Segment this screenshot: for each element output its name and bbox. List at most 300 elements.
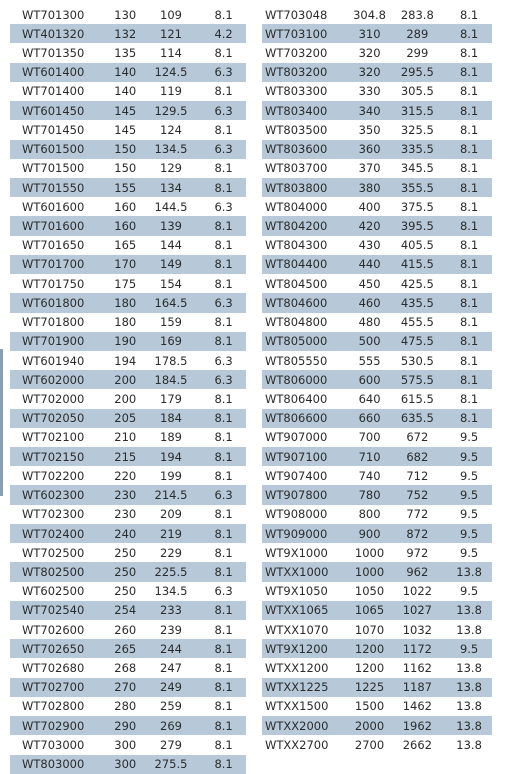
- value-a-cell: 500: [358, 334, 381, 349]
- part-number-cell: WT803700: [265, 161, 328, 176]
- table-row: [10, 582, 246, 601]
- part-number-cell: WT804300: [265, 238, 328, 253]
- value-c-cell: 8.1: [214, 411, 233, 426]
- value-c-cell: 4.2: [214, 26, 233, 41]
- part-number-cell: WT803000: [22, 757, 85, 772]
- table-row: [262, 82, 492, 101]
- value-c-cell: 6.3: [214, 65, 233, 80]
- value-a-cell: 135: [114, 46, 137, 61]
- value-c-cell: 8.1: [214, 219, 233, 234]
- value-c-cell: 8.1: [459, 411, 479, 426]
- value-b-cell: 134.5: [154, 584, 188, 599]
- value-a-cell: 254: [114, 603, 137, 618]
- part-number-cell: WT803300: [265, 84, 328, 99]
- value-c-cell: 9.5: [459, 526, 479, 541]
- table-row: [262, 505, 492, 524]
- value-c-cell: 9.5: [459, 641, 479, 656]
- value-b-cell: 144.5: [154, 199, 188, 214]
- value-b-cell: 1462: [402, 699, 432, 714]
- table-row: [262, 485, 492, 504]
- value-b-cell: 164.5: [154, 295, 188, 310]
- value-a-cell: 250: [114, 564, 137, 579]
- table-row: [10, 140, 246, 159]
- value-a-cell: 304.8: [353, 7, 386, 22]
- value-c-cell: 8.1: [459, 295, 479, 310]
- table-row: [262, 120, 492, 139]
- value-b-cell: 269: [160, 718, 182, 733]
- value-c-cell: 8.1: [459, 180, 479, 195]
- value-a-cell: 640: [358, 391, 381, 406]
- value-c-cell: 8.1: [214, 7, 233, 22]
- part-number-cell: WT907100: [265, 449, 328, 464]
- value-a-cell: 440: [358, 257, 381, 272]
- table-row: [10, 678, 246, 697]
- table-row: [10, 389, 246, 408]
- part-number-cell: WT602000: [22, 372, 85, 387]
- table-row: [10, 755, 246, 774]
- part-number-cell: WT702680: [22, 661, 85, 676]
- table-row: [262, 236, 492, 255]
- value-c-cell: 8.1: [214, 276, 233, 291]
- part-number-cell: WT701400: [22, 84, 85, 99]
- part-number-cell: WT804000: [265, 199, 328, 214]
- part-number-cell: WT701900: [22, 334, 85, 349]
- value-a-cell: 165: [114, 238, 137, 253]
- value-a-cell: 200: [114, 391, 137, 406]
- part-number-cell: WTXX1500: [265, 699, 329, 714]
- value-a-cell: 1225: [354, 680, 385, 695]
- table-row: [10, 639, 246, 658]
- table-row: [262, 409, 492, 428]
- value-a-cell: 420: [358, 219, 381, 234]
- part-number-cell: WT702000: [22, 391, 85, 406]
- value-a-cell: 660: [358, 411, 381, 426]
- table-row: [10, 428, 246, 447]
- value-c-cell: 8.1: [459, 315, 479, 330]
- value-b-cell: 124: [160, 122, 182, 137]
- value-a-cell: 700: [358, 430, 381, 445]
- table-row: [10, 216, 246, 235]
- value-a-cell: 380: [358, 180, 381, 195]
- value-c-cell: 8.1: [214, 507, 233, 522]
- part-number-cell: WT702300: [22, 507, 85, 522]
- part-number-cell: WT701550: [22, 180, 85, 195]
- table-row: [10, 716, 246, 735]
- value-b-cell: 415.5: [400, 257, 434, 272]
- table-row: [262, 524, 492, 543]
- part-number-cell: WTXX2700: [265, 737, 329, 752]
- value-b-cell: 129.5: [154, 103, 188, 118]
- table-row: [10, 370, 246, 389]
- table-row: [262, 620, 492, 639]
- value-a-cell: 1050: [354, 584, 385, 599]
- table-row: [10, 697, 246, 716]
- part-number-cell: WT701650: [22, 238, 85, 253]
- value-a-cell: 300: [114, 757, 137, 772]
- value-b-cell: 279: [160, 737, 182, 752]
- table-row: [10, 313, 246, 332]
- value-c-cell: 13.8: [456, 680, 482, 695]
- value-b-cell: 114: [160, 46, 182, 61]
- value-a-cell: 140: [114, 65, 137, 80]
- table-row: [262, 428, 492, 447]
- value-c-cell: 6.3: [214, 372, 233, 387]
- part-number-cell: WT401320: [22, 26, 85, 41]
- value-c-cell: 8.1: [459, 334, 479, 349]
- value-a-cell: 260: [114, 622, 137, 637]
- value-a-cell: 132: [114, 26, 137, 41]
- table-row: [262, 197, 492, 216]
- value-a-cell: 190: [114, 334, 137, 349]
- value-c-cell: 9.5: [459, 449, 479, 464]
- value-b-cell: 159: [160, 315, 182, 330]
- value-a-cell: 180: [114, 315, 137, 330]
- part-number-cell: WT907000: [265, 430, 328, 445]
- table-row: [262, 735, 492, 754]
- table-row: [10, 293, 246, 312]
- value-c-cell: 8.1: [459, 46, 479, 61]
- value-b-cell: 1962: [402, 718, 432, 733]
- table-row: [262, 658, 492, 677]
- value-b-cell: 635.5: [400, 411, 434, 426]
- value-b-cell: 315.5: [400, 103, 434, 118]
- value-c-cell: 8.1: [214, 46, 233, 61]
- part-number-cell: WT601600: [22, 199, 85, 214]
- value-a-cell: 800: [358, 507, 381, 522]
- value-b-cell: 325.5: [400, 122, 434, 137]
- value-a-cell: 300: [114, 737, 137, 752]
- table-row: [10, 63, 246, 82]
- value-b-cell: 233: [160, 603, 182, 618]
- value-a-cell: 310: [358, 26, 381, 41]
- value-b-cell: 239: [160, 622, 182, 637]
- value-b-cell: 1162: [402, 661, 432, 676]
- part-number-cell: WTXX1070: [265, 622, 329, 637]
- value-a-cell: 740: [358, 468, 381, 483]
- value-b-cell: 219: [160, 526, 182, 541]
- value-b-cell: 395.5: [400, 219, 434, 234]
- table-row: [262, 447, 492, 466]
- table-row: [262, 5, 492, 24]
- part-number-cell: WT701500: [22, 161, 85, 176]
- table-row: [262, 63, 492, 82]
- value-a-cell: 600: [358, 372, 381, 387]
- value-c-cell: 8.1: [214, 468, 233, 483]
- part-number-cell: WT805550: [265, 353, 328, 368]
- value-c-cell: 13.8: [456, 718, 482, 733]
- value-b-cell: 129: [160, 161, 182, 176]
- value-c-cell: 6.3: [214, 199, 233, 214]
- table-row: [262, 178, 492, 197]
- table-row: [262, 639, 492, 658]
- value-c-cell: 8.1: [214, 699, 233, 714]
- value-a-cell: 155: [114, 180, 137, 195]
- value-c-cell: 8.1: [459, 257, 479, 272]
- table-row: [262, 332, 492, 351]
- value-a-cell: 215: [114, 449, 137, 464]
- value-a-cell: 205: [114, 411, 137, 426]
- value-a-cell: 1070: [354, 622, 385, 637]
- value-a-cell: 265: [114, 641, 137, 656]
- value-c-cell: 8.1: [214, 334, 233, 349]
- table-row: [10, 43, 246, 62]
- part-number-cell: WT806000: [265, 372, 328, 387]
- value-c-cell: 8.1: [459, 103, 479, 118]
- value-a-cell: 250: [114, 584, 137, 599]
- value-c-cell: 13.8: [456, 622, 482, 637]
- part-number-cell: WTXX1065: [265, 603, 329, 618]
- part-number-cell: WT702100: [22, 430, 85, 445]
- table-row: [10, 524, 246, 543]
- table-row: [262, 351, 492, 370]
- value-c-cell: 8.1: [214, 757, 233, 772]
- part-number-cell: WT805000: [265, 334, 328, 349]
- value-b-cell: 335.5: [400, 142, 434, 157]
- value-c-cell: 8.1: [459, 84, 479, 99]
- table-row: [10, 562, 246, 581]
- value-b-cell: 1022: [402, 584, 432, 599]
- table-row: [262, 313, 492, 332]
- part-number-cell: WT907800: [265, 488, 328, 503]
- value-a-cell: 170: [114, 257, 137, 272]
- part-number-cell: WT806400: [265, 391, 328, 406]
- value-b-cell: 530.5: [400, 353, 434, 368]
- value-c-cell: 8.1: [214, 545, 233, 560]
- value-c-cell: 9.5: [459, 584, 479, 599]
- value-c-cell: 8.1: [459, 353, 479, 368]
- value-c-cell: 6.3: [214, 584, 233, 599]
- value-c-cell: 6.3: [214, 103, 233, 118]
- table-row: [10, 485, 246, 504]
- right-parts-table: [262, 5, 492, 755]
- value-c-cell: 13.8: [456, 603, 482, 618]
- value-b-cell: 194: [160, 449, 182, 464]
- part-number-cell: WT601800: [22, 295, 85, 310]
- value-a-cell: 900: [358, 526, 381, 541]
- value-c-cell: 8.1: [214, 161, 233, 176]
- table-row: [10, 274, 246, 293]
- value-b-cell: 289: [406, 26, 429, 41]
- value-c-cell: 8.1: [214, 180, 233, 195]
- value-a-cell: 280: [114, 699, 137, 714]
- part-number-cell: WT804400: [265, 257, 328, 272]
- value-a-cell: 370: [358, 161, 381, 176]
- table-row: [262, 43, 492, 62]
- value-a-cell: 1065: [354, 603, 385, 618]
- value-a-cell: 350: [358, 122, 381, 137]
- value-c-cell: 6.3: [214, 353, 233, 368]
- value-a-cell: 1000: [354, 545, 385, 560]
- part-number-cell: WT701450: [22, 122, 85, 137]
- value-a-cell: 268: [114, 661, 137, 676]
- value-b-cell: 119: [160, 84, 182, 99]
- value-b-cell: 214.5: [154, 488, 188, 503]
- part-number-cell: WTXX2000: [265, 718, 329, 733]
- value-c-cell: 8.1: [459, 372, 479, 387]
- value-a-cell: 270: [114, 680, 137, 695]
- value-c-cell: 8.1: [214, 680, 233, 695]
- part-number-cell: WT802500: [22, 564, 85, 579]
- value-a-cell: 180: [114, 295, 137, 310]
- table-row: [10, 735, 246, 754]
- value-c-cell: 8.1: [214, 564, 233, 579]
- value-b-cell: 772: [406, 507, 429, 522]
- part-number-cell: WT602300: [22, 488, 85, 503]
- value-c-cell: 8.1: [214, 526, 233, 541]
- value-b-cell: 712: [406, 468, 429, 483]
- value-a-cell: 150: [114, 161, 137, 176]
- part-number-cell: WT702540: [22, 603, 85, 618]
- part-number-cell: WTXX1225: [265, 680, 329, 695]
- table-row: [262, 101, 492, 120]
- table-row: [262, 274, 492, 293]
- value-b-cell: 1032: [402, 622, 432, 637]
- part-number-cell: WT701350: [22, 46, 85, 61]
- table-row: [10, 505, 246, 524]
- value-a-cell: 400: [358, 199, 381, 214]
- part-number-cell: WT703000: [22, 737, 85, 752]
- value-a-cell: 150: [114, 142, 137, 157]
- table-row: [262, 601, 492, 620]
- part-number-cell: WTXX1000: [265, 564, 329, 579]
- value-a-cell: 290: [114, 718, 137, 733]
- value-c-cell: 8.1: [459, 199, 479, 214]
- value-b-cell: 872: [406, 526, 429, 541]
- part-number-cell: WT702650: [22, 641, 85, 656]
- table-row: [10, 332, 246, 351]
- value-a-cell: 250: [114, 545, 137, 560]
- value-c-cell: 8.1: [214, 315, 233, 330]
- value-b-cell: 154: [160, 276, 182, 291]
- part-number-cell: WT601500: [22, 142, 85, 157]
- value-b-cell: 199: [160, 468, 182, 483]
- value-b-cell: 178.5: [154, 353, 188, 368]
- value-a-cell: 194: [114, 353, 137, 368]
- part-number-cell: WT701700: [22, 257, 85, 272]
- value-a-cell: 220: [114, 468, 137, 483]
- value-b-cell: 144: [160, 238, 182, 253]
- part-number-cell: WT701750: [22, 276, 85, 291]
- table-row: [10, 236, 246, 255]
- value-a-cell: 175: [114, 276, 137, 291]
- value-b-cell: 2662: [402, 737, 432, 752]
- value-c-cell: 8.1: [214, 430, 233, 445]
- value-a-cell: 340: [358, 103, 381, 118]
- value-b-cell: 247: [160, 661, 182, 676]
- value-a-cell: 330: [358, 84, 381, 99]
- value-c-cell: 8.1: [214, 391, 233, 406]
- table-row: [262, 293, 492, 312]
- value-a-cell: 1000: [354, 564, 385, 579]
- value-b-cell: 149: [160, 257, 182, 272]
- value-a-cell: 145: [114, 103, 137, 118]
- value-a-cell: 230: [114, 507, 137, 522]
- value-b-cell: 672: [406, 430, 429, 445]
- value-a-cell: 160: [114, 199, 137, 214]
- value-b-cell: 139: [160, 219, 182, 234]
- value-c-cell: 8.1: [459, 238, 479, 253]
- part-number-cell: WT804200: [265, 219, 328, 234]
- table-row: [262, 466, 492, 485]
- value-c-cell: 8.1: [459, 219, 479, 234]
- part-number-cell: WT702050: [22, 411, 85, 426]
- value-b-cell: 189: [160, 430, 182, 445]
- part-number-cell: WTXX1200: [265, 661, 329, 676]
- value-c-cell: 8.1: [459, 391, 479, 406]
- value-c-cell: 8.1: [214, 622, 233, 637]
- part-number-cell: WT601400: [22, 65, 85, 80]
- part-number-cell: WT9X1050: [265, 584, 328, 599]
- side-marker: [0, 349, 3, 496]
- part-number-cell: WT803800: [265, 180, 328, 195]
- value-c-cell: 6.3: [214, 142, 233, 157]
- value-b-cell: 425.5: [400, 276, 434, 291]
- value-c-cell: 8.1: [214, 257, 233, 272]
- part-number-cell: WT701800: [22, 315, 85, 330]
- table-row: [262, 716, 492, 735]
- value-a-cell: 1500: [354, 699, 385, 714]
- value-c-cell: 9.5: [459, 545, 479, 560]
- value-b-cell: 121: [160, 26, 182, 41]
- value-a-cell: 140: [114, 84, 137, 99]
- value-b-cell: 345.5: [400, 161, 434, 176]
- part-number-cell: WT702600: [22, 622, 85, 637]
- value-c-cell: 8.1: [214, 122, 233, 137]
- value-b-cell: 134.5: [154, 142, 188, 157]
- value-c-cell: 9.5: [459, 430, 479, 445]
- value-c-cell: 8.1: [214, 661, 233, 676]
- value-b-cell: 169: [160, 334, 182, 349]
- table-row: [10, 601, 246, 620]
- value-b-cell: 244: [160, 641, 182, 656]
- value-c-cell: 6.3: [214, 488, 233, 503]
- value-b-cell: 225.5: [154, 564, 188, 579]
- value-b-cell: 179: [160, 391, 182, 406]
- value-b-cell: 405.5: [400, 238, 434, 253]
- value-a-cell: 710: [358, 449, 381, 464]
- value-a-cell: 430: [358, 238, 381, 253]
- value-c-cell: 8.1: [459, 122, 479, 137]
- part-number-cell: WT803600: [265, 142, 328, 157]
- table-row: [10, 197, 246, 216]
- value-b-cell: 615.5: [400, 391, 434, 406]
- part-number-cell: WT9X1200: [265, 641, 328, 656]
- value-b-cell: 375.5: [400, 199, 434, 214]
- value-b-cell: 184: [160, 411, 182, 426]
- table-row: [262, 24, 492, 43]
- value-c-cell: 8.1: [214, 238, 233, 253]
- table-row: [10, 5, 246, 24]
- value-b-cell: 249: [160, 680, 182, 695]
- table-row: [262, 159, 492, 178]
- value-b-cell: 455.5: [400, 315, 434, 330]
- value-b-cell: 305.5: [400, 84, 434, 99]
- value-a-cell: 780: [358, 488, 381, 503]
- value-b-cell: 575.5: [400, 372, 434, 387]
- part-number-cell: WT803400: [265, 103, 328, 118]
- table-row: [10, 178, 246, 197]
- left-parts-table: [10, 5, 246, 774]
- value-c-cell: 8.1: [214, 603, 233, 618]
- part-number-cell: WT602500: [22, 584, 85, 599]
- value-b-cell: 124.5: [154, 65, 188, 80]
- part-number-cell: WT601450: [22, 103, 85, 118]
- table-row: [262, 255, 492, 274]
- value-a-cell: 1200: [354, 641, 385, 656]
- table-row: [262, 582, 492, 601]
- part-number-cell: WT702700: [22, 680, 85, 695]
- table-row: [262, 562, 492, 581]
